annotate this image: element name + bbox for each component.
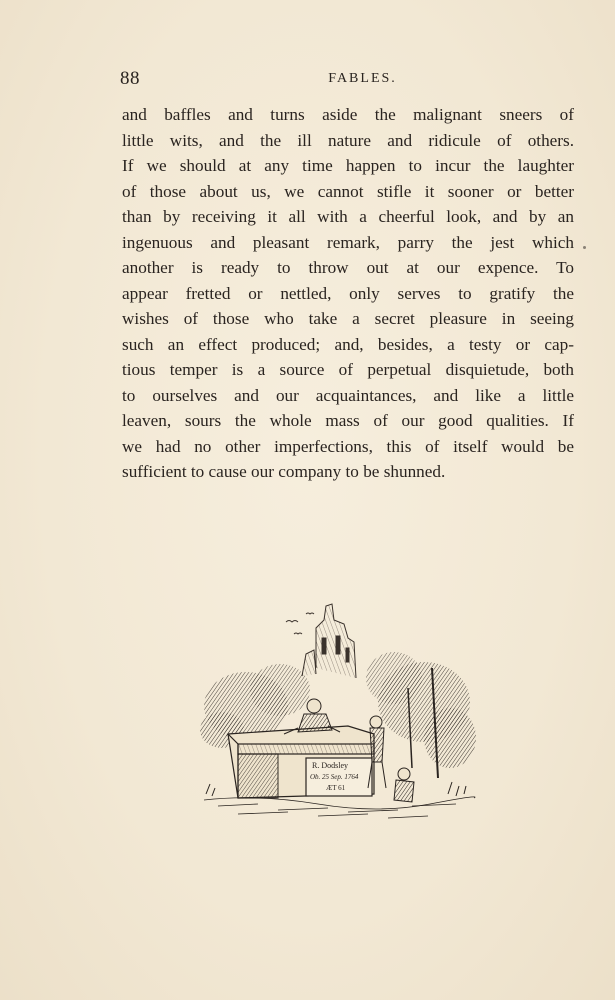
text-line: such an effect produced; and, besides, a testy or cap- bbox=[122, 334, 574, 354]
text-line: leaven, sours the whole mass of our good qualities. If bbox=[122, 411, 574, 430]
tomb-monument bbox=[228, 726, 374, 798]
birds bbox=[286, 613, 314, 634]
text-line: sufficient to cause our company to be shunned. bbox=[122, 462, 446, 481]
text-line: appear fretted or nettled, only serves to gratify the bbox=[122, 283, 574, 303]
page-number: 88 bbox=[120, 68, 140, 89]
inscription-line: Ob. 25 Sep. 1764 bbox=[310, 773, 359, 781]
inscription-line: ÆT 61 bbox=[326, 784, 346, 792]
text-line: little wits, and the ill nature and ridicule of others. bbox=[122, 130, 574, 150]
ink-speck bbox=[583, 246, 586, 249]
text-line: and baffles and turns aside the malignant sneers of bbox=[122, 105, 574, 124]
crouching-figure bbox=[394, 768, 414, 802]
engraving-illustration bbox=[198, 598, 480, 830]
text-line: than by receiving it all with a cheerful look, and by an bbox=[122, 207, 574, 226]
text-line: If we should at any time happen to incur the laughter bbox=[122, 156, 574, 175]
text-line: another is ready to throw out at our expence. To bbox=[122, 258, 574, 277]
ruin-tower bbox=[302, 604, 356, 678]
text-line: of those about us, we cannot stifle it sooner or better bbox=[122, 181, 574, 201]
text-line: we had no other imperfections, this of itself would be bbox=[122, 436, 574, 456]
text-line: tious temper is a source of perpetual disquietude, both bbox=[122, 360, 574, 379]
text-line: to ourselves and our acquaintances, and like a little bbox=[122, 385, 574, 405]
body-text bbox=[122, 102, 574, 485]
inscription-line: R. Dodsley bbox=[312, 761, 348, 770]
page-header bbox=[120, 68, 575, 92]
tailpiece-engraving bbox=[198, 598, 480, 830]
text-line: ingenuous and pleasant remark, parry the jest which bbox=[122, 232, 574, 252]
text-line: wishes of those who take a secret pleasure in seeing bbox=[122, 309, 574, 328]
running-title: FABLES. bbox=[328, 71, 397, 86]
